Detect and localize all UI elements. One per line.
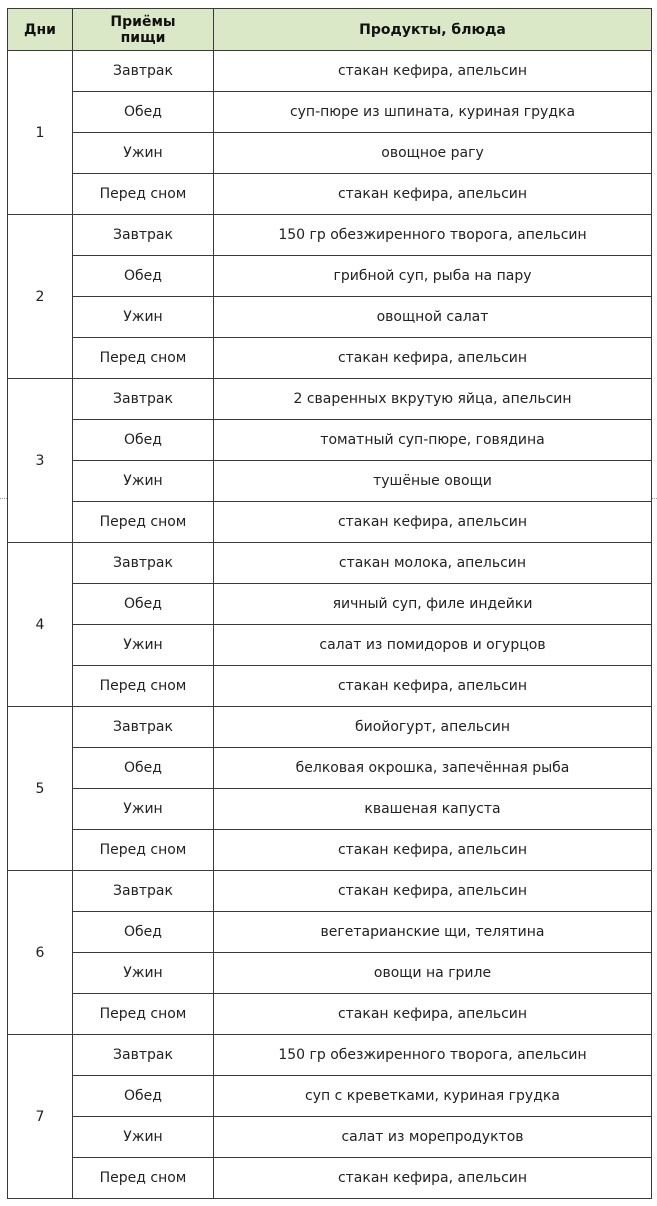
table-row [8,871,652,912]
food-cell: стакан кефира, апельсин [214,1158,652,1199]
food-cell: стакан кефира, апельсин [214,871,652,912]
meal-cell: Обед [73,912,214,953]
table-row [8,133,652,174]
table-row [8,666,652,707]
food-cell: салат из морепродуктов [214,1117,652,1158]
day-number-cell: 7 [8,1035,73,1199]
meal-cell: Ужин [73,789,214,830]
food-cell: овощи на гриле [214,953,652,994]
food-cell: стакан кефира, апельсин [214,174,652,215]
meal-cell: Завтрак [73,1035,214,1076]
food-cell: томатный суп-пюре, говядина [214,420,652,461]
table-row [8,1076,652,1117]
table-row [8,748,652,789]
header-food: Продукты, блюда [214,9,652,51]
meal-cell: Перед сном [73,502,214,543]
food-cell: стакан кефира, апельсин [214,666,652,707]
table-row [8,338,652,379]
food-cell: квашеная капуста [214,789,652,830]
table-row [8,1035,652,1076]
food-cell: суп-пюре из шпината, куриная грудка [214,92,652,133]
food-cell: стакан кефира, апельсин [214,51,652,92]
meal-cell: Завтрак [73,871,214,912]
table-row [8,625,652,666]
food-cell: стакан кефира, апельсин [214,994,652,1035]
table-row [8,830,652,871]
food-cell: 2 сваренных вкрутую яйца, апельсин [214,379,652,420]
meal-cell: Перед сном [73,174,214,215]
table-row [8,707,652,748]
meal-cell: Обед [73,584,214,625]
food-cell: грибной суп, рыба на пару [214,256,652,297]
table-row [8,256,652,297]
table-row [8,174,652,215]
diet-plan-table [7,8,652,1199]
food-cell: биойогурт, апельсин [214,707,652,748]
table-row [8,502,652,543]
meal-cell: Обед [73,256,214,297]
header-meals [73,9,214,51]
header-days: Дни [8,9,73,51]
meal-cell: Завтрак [73,707,214,748]
meal-cell: Обед [73,1076,214,1117]
table-row [8,912,652,953]
day-number-cell: 5 [8,707,73,871]
food-cell: стакан кефира, апельсин [214,502,652,543]
meal-cell: Ужин [73,133,214,174]
food-cell: белковая окрошка, запечённая рыба [214,748,652,789]
header-meals-line2: пищи [120,29,166,46]
day-number-cell: 4 [8,543,73,707]
table-header [8,9,652,51]
food-cell: овощной салат [214,297,652,338]
food-cell: 150 гр обезжиренного творога, апельсин [214,215,652,256]
table-row [8,379,652,420]
meal-cell: Перед сном [73,1158,214,1199]
meal-cell: Ужин [73,461,214,502]
meal-cell: Ужин [73,625,214,666]
food-cell: стакан молока, апельсин [214,543,652,584]
table-row [8,994,652,1035]
meal-cell: Перед сном [73,994,214,1035]
food-cell: суп с креветками, куриная грудка [214,1076,652,1117]
meal-cell: Перед сном [73,338,214,379]
food-cell: стакан кефира, апельсин [214,830,652,871]
food-cell: тушёные овощи [214,461,652,502]
meal-cell: Ужин [73,297,214,338]
table-row [8,92,652,133]
table-body [8,51,652,1199]
table-row [8,1117,652,1158]
meal-cell: Перед сном [73,666,214,707]
meal-cell: Завтрак [73,379,214,420]
table-row [8,215,652,256]
table-row [8,51,652,92]
table-row [8,461,652,502]
meal-cell: Обед [73,420,214,461]
table-row [8,420,652,461]
day-number-cell: 3 [8,379,73,543]
header-meals-line1: Приёмы [110,13,176,30]
food-cell: овощное рагу [214,133,652,174]
table-row [8,789,652,830]
meal-cell: Завтрак [73,215,214,256]
day-number-cell: 2 [8,215,73,379]
food-cell: стакан кефира, апельсин [214,338,652,379]
table-row [8,1158,652,1199]
day-number-cell: 6 [8,871,73,1035]
food-cell: салат из помидоров и огурцов [214,625,652,666]
table-row [8,953,652,994]
header-row [8,9,652,51]
food-cell: 150 гр обезжиренного творога, апельсин [214,1035,652,1076]
table-row [8,543,652,584]
table-row [8,297,652,338]
meal-cell: Ужин [73,953,214,994]
table-row [8,584,652,625]
food-cell: яичный суп, филе индейки [214,584,652,625]
day-number-cell: 1 [8,51,73,215]
meal-cell: Обед [73,92,214,133]
meal-cell: Перед сном [73,830,214,871]
food-cell: вегетарианские щи, телятина [214,912,652,953]
meal-cell: Ужин [73,1117,214,1158]
meal-cell: Обед [73,748,214,789]
meal-cell: Завтрак [73,543,214,584]
meal-cell: Завтрак [73,51,214,92]
